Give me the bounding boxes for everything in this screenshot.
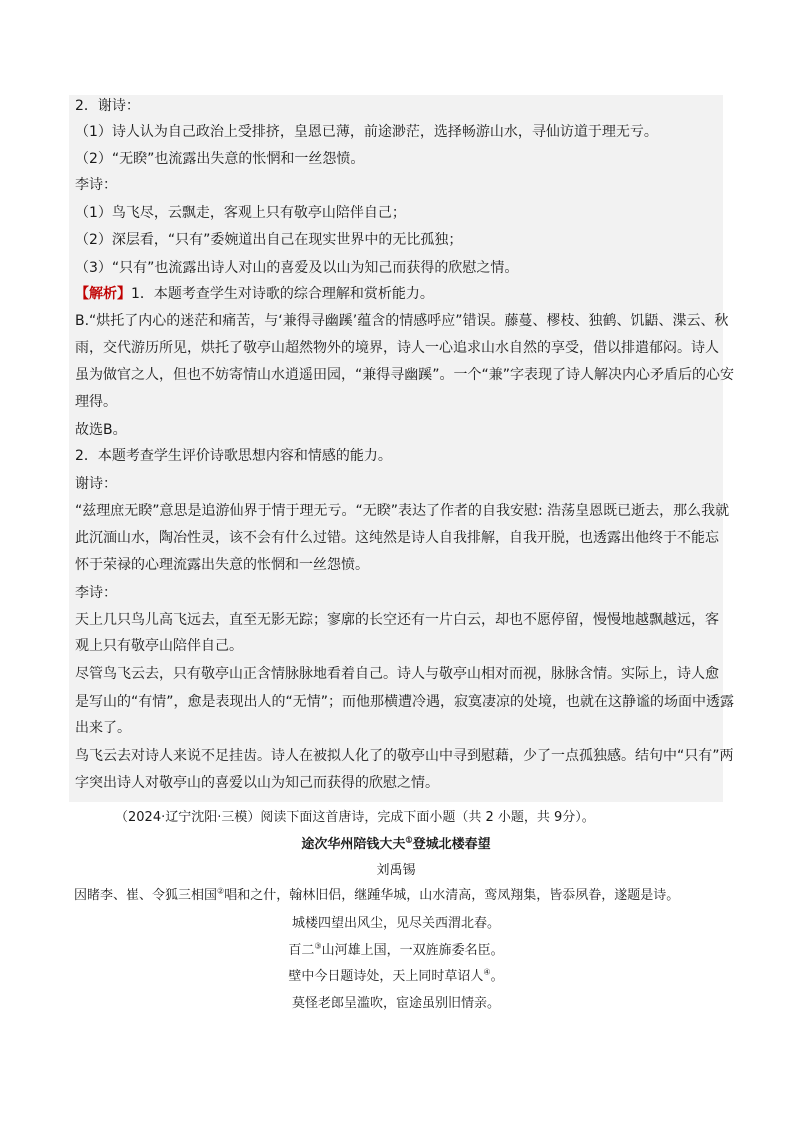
footnote-mark: ①: [405, 834, 413, 845]
footnote-mark: ④: [483, 967, 491, 977]
poem-title-part: 途次华州陪钱大夫: [301, 837, 406, 852]
answer-line: （1）鸟飞尽，云飘走，客观上只有敬亭山陪伴自己；: [75, 205, 406, 221]
answer-line: 是写山的“有情”，愈是表现出人的“无情”；而他那横遭冷遇，寂寞凄凉的处境，也就在这静谧的场面中透露: [75, 694, 735, 710]
answer-line: 天上几只鸟儿高飞远去，直至无影无踪；寥廓的长空还有一片白云，却也不愿停留，慢慢地越飘越远，客: [75, 612, 719, 628]
poem-title: [69, 833, 723, 852]
footnote-mark: ②: [217, 886, 225, 896]
answer-line: （2）“无睽”也流露出失意的怅惘和一丝怨愤。: [75, 151, 365, 167]
poem-title-part: 登城北楼春望: [412, 837, 491, 852]
poem-line-part: 壁中今日题诗处，天上同时草诏人: [288, 969, 484, 984]
poem-line-part: 。: [490, 969, 504, 984]
poem-line: 城楼四望出风尘，见尽关西渭北春。: [291, 916, 500, 931]
answer-line: 此沉湎山水，陶冶性灵，该不会有什么过错。这纯然是诗人自我排解，自我开脱，也透露出他终于不能忘: [75, 530, 719, 546]
analysis-tag: 【解析】: [75, 286, 131, 302]
preface-part: 唱和之什，翰林旧侣，继踵华城，山水清高，鸾凤翔集，皆忝夙眷，遂题是诗。: [224, 888, 680, 903]
answer-line: 李诗：: [75, 585, 117, 601]
answer-line: 虽为做官之人，但也不妨寄情山水逍遥田园，“兼得寻幽蹊”。一个“兼”字表现了诗人解决内心矛盾后的心安: [75, 367, 735, 383]
poem-preface: [74, 884, 728, 903]
preface-part: 因睹李、崔、令狐三相国: [74, 888, 218, 903]
answer-line: （1）诗人认为自己政治上受排挤，皇恩已薄，前途渺茫，选择畅游山水，寻仙访道于理无亏。: [75, 124, 658, 140]
poem-author: 刘禹锡: [376, 863, 416, 878]
analysis-heading: [75, 284, 434, 304]
answer-line: 2．谢诗：: [75, 98, 140, 114]
answer-line: （2）深层看，“只有”委婉道出自己在现实世界中的无比孤独；: [75, 232, 463, 248]
poem-line: 莫怪老郎呈滥吹，宦途虽别旧情亲。: [291, 996, 500, 1011]
answer-line: “兹理庶无睽”意思是追游仙界于情于理无亏。“无睽”表达了作者的自我安慰: 浩荡皇恩既已逝去，那么我就: [75, 503, 730, 519]
question-intro: （2024·辽宁沈阳·三模）阅读下面这首唐诗，完成下面小题（共 2 小题，共 9分）。: [115, 810, 595, 825]
answer-line: 理得。: [75, 394, 117, 410]
poem-line-part: 山河雄上国，一双旌旆委名臣。: [321, 943, 504, 958]
answer-line: 2．本题考查学生评价诗歌思想内容和情感的能力。: [75, 448, 392, 464]
answer-line: 李诗：: [75, 177, 117, 193]
answer-line: 雨，交代游历所见，烘托了敬亭山超然物外的境界，诗人一心追求山水自然的享受，借以排遣郁闷。诗人: [75, 340, 719, 356]
answer-line: 观上只有敬亭山陪伴自己。: [75, 638, 243, 654]
answer-line: （3）“只有”也流露出诗人对山的喜爱及以山为知己而获得的欣慰之情。: [75, 260, 519, 276]
analysis-text: 1．本题考查学生对诗歌的综合理解和赏析能力。: [131, 286, 434, 302]
answer-line: B.“烘托了内心的迷茫和痛苦，与‘兼得寻幽蹊’蕴含的情感呼应”错误。藤蔓、樛枝、独鹤、饥鼯、渫云、秋: [75, 313, 729, 329]
answer-line: 谢诗：: [75, 476, 117, 492]
answer-line: 字突出诗人对敬亭山的喜爱以山为知己而获得的欣慰之情。: [75, 775, 439, 791]
answer-line: 鸟飞云去对诗人来说不足挂齿。诗人在被拟人化了的敬亭山中寻到慰藉，少了一点孤独感。结句中“只有”两: [75, 748, 734, 764]
answer-line: 出来了。: [75, 720, 131, 736]
footnote-mark: ③: [314, 941, 322, 951]
answer-line: 故选B。: [75, 422, 127, 438]
poem-line-part: 百二: [288, 943, 315, 958]
poem-line: [69, 965, 723, 984]
answer-line: 怀于荣禄的心理流露出失意的怅惘和一丝怨愤。: [75, 557, 369, 573]
poem-line: [69, 939, 723, 958]
answer-line: 尽管鸟飞云去，只有敬亭山正含情脉脉地看着自己。诗人与敬亭山相对而视，脉脉含情。实际上，诗人愈: [75, 666, 719, 682]
